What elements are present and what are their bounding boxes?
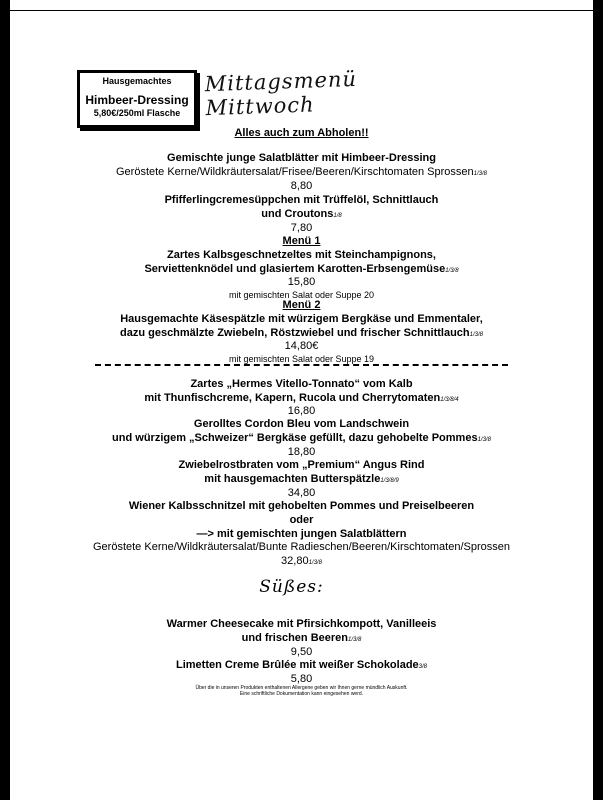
menu1-price: 15,80: [287, 276, 316, 288]
zwiebel-line-1: Zwiebelrostbraten vom „Premium“ Angus Rind: [178, 459, 425, 471]
dressing-badge: [77, 70, 197, 128]
zwiebel-price: 34,80: [287, 487, 316, 499]
section-divider: [95, 364, 508, 366]
menu2-line-2: dazu geschmälzte Zwiebeln, Röstzwiebel und frischer Schnittlauch1/3/8: [120, 327, 483, 339]
wiener-desc: Geröstete Kerne/Wildkräutersalat/Bunte Radieschen/Beeren/Kirschtomaten/Sprossen: [93, 541, 510, 553]
badge-line-2: Himbeer-Dressing: [85, 93, 189, 107]
wiener-line-1: Wiener Kalbsschnitzel mit gehobelten Pommes und Preiselbeeren: [128, 500, 475, 512]
soup-line-1: Pfifferlingcremesüppchen mit Trüffelöl, Schnittlauch: [164, 194, 439, 206]
salad-price: 8,80: [290, 180, 313, 192]
menu1-line-1: Zartes Kalbsgeschnetzeltes mit Steinchampignons,: [167, 249, 436, 261]
menu2-note: mit gemischten Salat oder Suppe 19: [228, 354, 375, 364]
cordon-line-1: Gerolltes Cordon Bleu vom Landschwein: [193, 418, 410, 430]
menu-title: Mittagsmenü Mittwoch: [204, 66, 358, 121]
salad-name: Gemischte junge Salatblätter mit Himbeer-Dressing: [167, 152, 436, 164]
cordon-price: 18,80: [287, 446, 316, 458]
creme-price: 5,80: [290, 673, 313, 685]
soup-price: 7,80: [290, 222, 313, 234]
right-border: [593, 0, 603, 800]
cheesecake-line-2: und frischen Beeren1/3/8: [241, 632, 362, 644]
vitello-price: 16,80: [287, 405, 316, 417]
menu2-label: Menü 2: [282, 299, 321, 311]
cheesecake-line-1: Warmer Cheesecake mit Pfirsichkompott, Vanilleeis: [166, 618, 437, 630]
menu2-price: 14,80€: [284, 340, 319, 352]
allergen-note-1: Über die in unseren Produkten enthaltenen Allergene geben wir Ihnen gerne mündlich Auskunft.: [195, 685, 408, 691]
zwiebel-line-2: mit hausgemachten Butterspätzle1/3/8/9: [204, 473, 399, 485]
takeaway-note: Alles auch zum Abholen!!: [234, 127, 369, 139]
vitello-line-2: mit Thunfischcreme, Kapern, Rucola und Cherrytomaten1/3/8/4: [144, 392, 459, 404]
allergen-note-2: Eine schriftliche Dokumentation kann eingesehen werd.: [239, 691, 364, 697]
wiener-price: 32,801/3/8: [281, 555, 322, 567]
badge-line-3: 5,80€/250ml Flasche: [93, 108, 181, 118]
menu2-line-1: Hausgemachte Käsespätzle mit würzigem Bergkäse und Emmentaler,: [120, 313, 483, 325]
sweets-heading: Süßes:: [259, 577, 324, 597]
wiener-or: oder: [289, 514, 314, 526]
soup-line-2: und Croutons1/8: [261, 208, 342, 220]
vitello-line-1: Zartes „Hermes Vitello-Tonnato“ vom Kalb: [190, 378, 413, 390]
menu1-label: Menü 1: [282, 235, 321, 247]
badge-line-1: Hausgemachtes: [102, 76, 172, 86]
menu1-note: mit gemischten Salat oder Suppe 20: [228, 290, 375, 300]
left-border: [0, 0, 10, 800]
menu1-line-2: Serviettenknödel und glasiertem Karotten-Erbsengemüse1/3/8: [144, 263, 459, 275]
cheesecake-price: 9,50: [290, 646, 313, 658]
salad-desc: Geröstete Kerne/Wildkräutersalat/Frisee/Beeren/Kirschtomaten Sprossen1/3/8: [115, 166, 488, 178]
cordon-line-2: und würzigem „Schweizer“ Bergkäse gefüllt, dazu gehobelte Pommes1/3/8: [112, 432, 491, 444]
wiener-line-2: —> mit gemischten jungen Salatblättern: [196, 528, 407, 540]
creme-line: Limetten Creme Brûlée mit weißer Schokolade3/8: [175, 659, 428, 671]
